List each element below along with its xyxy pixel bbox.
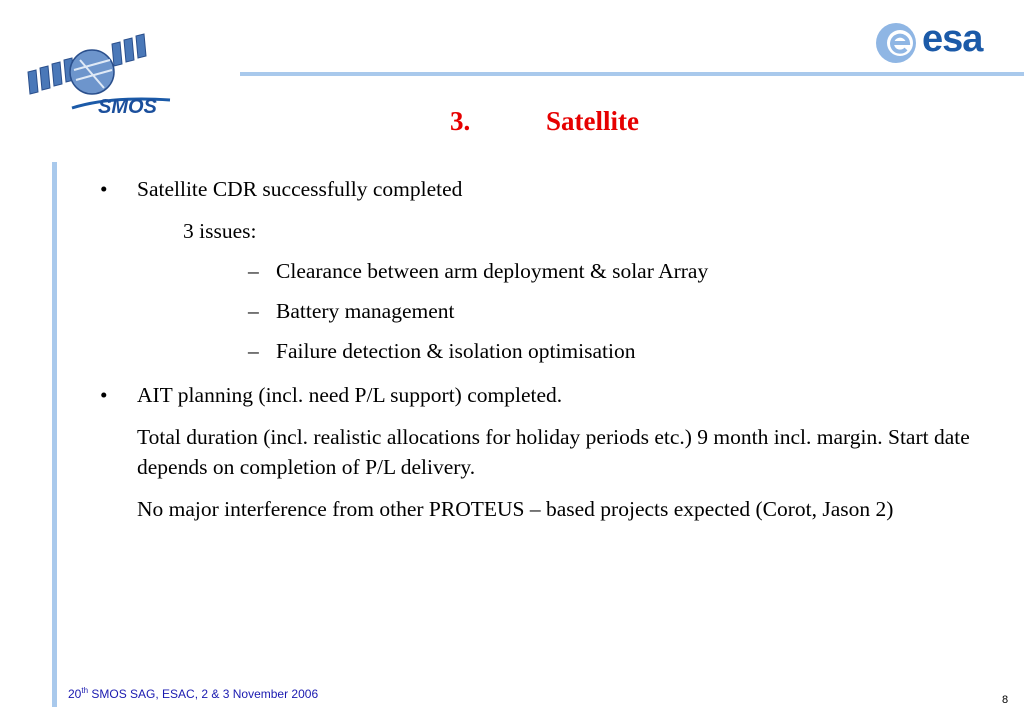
slide-content <box>100 174 970 524</box>
dash-marker: – <box>248 259 259 283</box>
slide-title <box>450 106 639 137</box>
issue-text: Battery management <box>276 299 455 323</box>
paragraph: Total duration (incl. realistic allocations for holiday periods etc.) 9 month incl. margin. Start date depends on completion of P/L delivery. <box>137 425 970 479</box>
issue-item <box>100 296 970 326</box>
dash-marker: – <box>248 339 259 363</box>
bullet-text: AIT planning (incl. need P/L support) completed. <box>137 383 563 407</box>
bullet-item <box>100 380 970 410</box>
bullet-text: Satellite CDR successfully completed <box>137 177 463 201</box>
paragraph: No major interference from other PROTEUS – based projects expected (Corot, Jason 2) <box>137 497 894 521</box>
issue-text: Clearance between arm deployment & solar Array <box>276 259 709 283</box>
left-margin-rule <box>52 162 57 707</box>
esa-logo <box>868 16 1008 70</box>
bullet-item <box>100 174 970 204</box>
title-text: Satellite <box>546 106 639 136</box>
smos-logo <box>20 30 180 130</box>
footer-body: SMOS SAG, ESAC, 2 & 3 November 2006 <box>88 687 319 701</box>
page-number: 8 <box>1002 694 1009 706</box>
issue-text: Failure detection & isolation optimisation <box>276 339 636 363</box>
issue-item <box>100 336 970 366</box>
header-rule <box>240 72 1024 76</box>
dash-marker: – <box>248 299 259 323</box>
footer-superscript: th <box>81 686 89 695</box>
esa-logo-text: esa <box>922 18 983 60</box>
footer-text <box>68 686 318 701</box>
esa-emblem-icon <box>868 16 928 70</box>
smos-logo-text: SMOS <box>98 96 157 118</box>
footer-prefix: 20 <box>68 687 82 701</box>
title-number: 3. <box>450 106 471 136</box>
bullet-marker: • <box>100 177 108 201</box>
issue-item <box>100 256 970 286</box>
issues-label: 3 issues: <box>183 219 257 243</box>
bullet-marker: • <box>100 383 108 407</box>
